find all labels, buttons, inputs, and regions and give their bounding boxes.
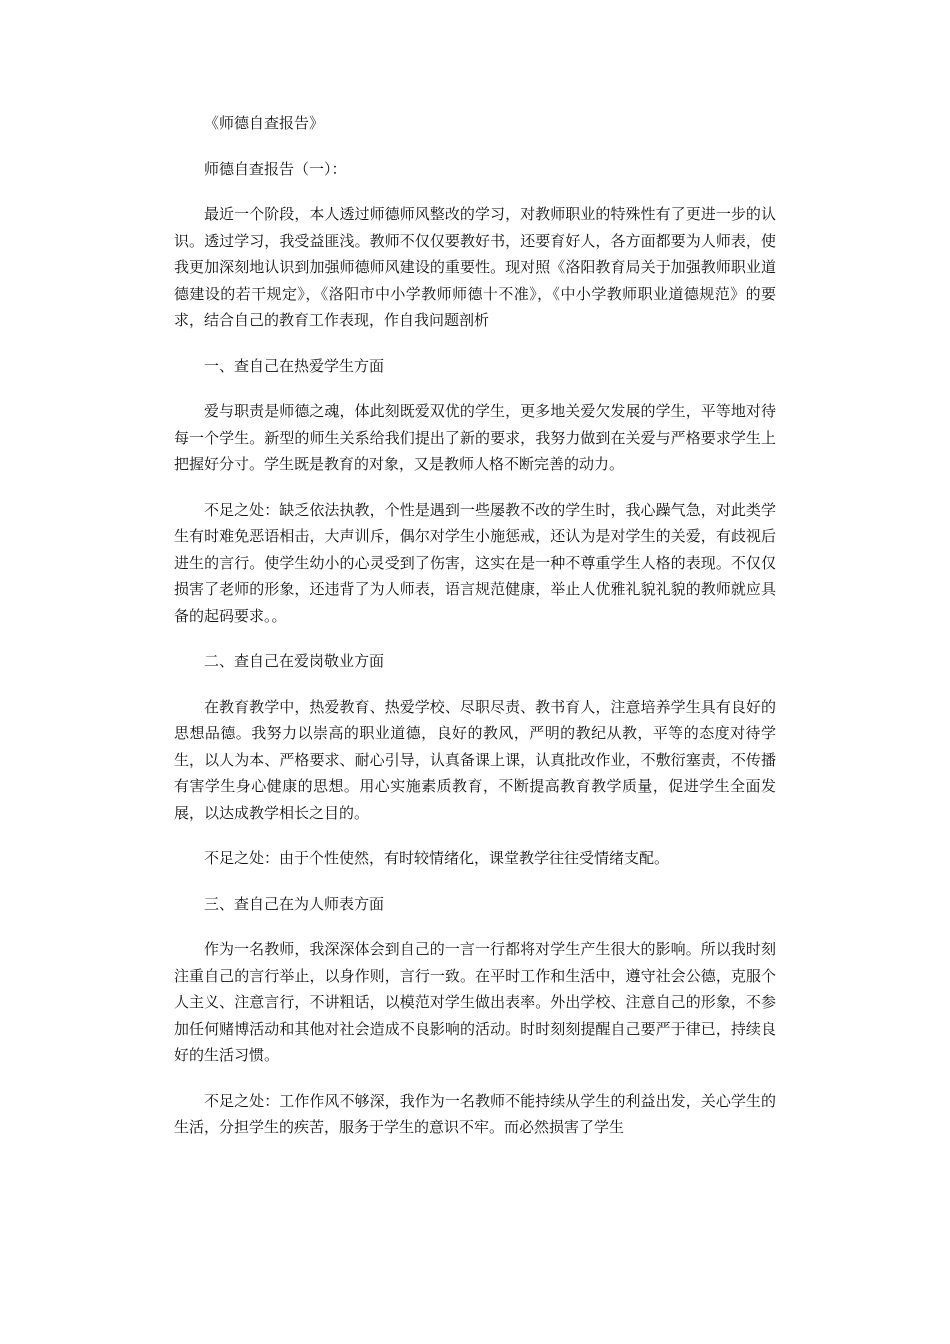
section-heading-1: 一、查自己在热爱学生方面 [204,356,385,375]
section-1-shortcomings: 不足之处：缺乏依法执教，个性是遇到一些屡教不改的学生时，我心躁气急，对此类学生有时难免恶语相击，大声训斥，偶尔对学生小施惩戒，还认为是对学生的关爱，有歧视后进生的言行。使学生幼小的心灵受到了伤害，这实在是一种不尊重学生人格的表现。不仅仅损害了老师的形象，还违背了为人师表，语言规范健康，举止人优雅礼貌礼貌的教师就应具备的起码要求。。 [174,500,776,625]
intro-paragraph: 最近一个阶段，本人透过师德师风整改的学习，对教师职业的特殊性有了更进一步的认识。透过学习，我受益匪浅。教师不仅仅要教好书，还要育好人，各方面都要为人师表，使我更加深刻地认识到加强师德师风建设的重要性。现对照《洛阳教育局关于加强教师职业道德建设的若干规定》，《洛阳市中小学教师师德十不准》，《中小学教师职业道德规范》的要求，结合自己的教育工作表现，作自我问题剖析 [174,205,776,329]
section-heading-2: 二、查自己在爱岗敬业方面 [204,652,385,670]
section-heading-3: 三、查自己在为人师表方面 [204,894,385,913]
document-subtitle: 师德自查报告（一）： [204,159,347,178]
document-body [174,110,776,1160]
section-3-paragraph: 作为一名教师，我深深体会到自己的一言一行都将对学生产生很大的影响。所以我时刻注重自己的言行举止，以身作则，言行一致。在平时工作和生活中，遵守社会公德，克服个人主义、注意言行，不讲粗话，以模范对学生做出表率。外出学校、注意自己的形象，不参加任何赌博活动和其他对社会造成不良影响的活动。时时刻刻提醒自己要严于律已，持续良好的生活习惯。 [174,940,776,1064]
section-1-paragraph: 爱与职责是师德之魂，体此刻既爱双优的学生，更多地关爱欠发展的学生，平等地对待每一个学生。新型的师生关系给我们提出了新的要求，我努力做到在关爱与严格要求学生上把握好分寸。学生既是教育的对象，又是教师人格不断完善的动力。 [174,402,776,473]
section-2-shortcomings: 不足之处：由于个性使然，有时较情绪化，课堂教学往往受情绪支配。 [204,849,670,867]
document-title: 《师德自查报告》 [204,114,325,132]
section-2-paragraph: 在教育教学中，热爱教育、热爱学校、尽职尽责、教书育人，注意培养学生具有良好的思想品德。我努力以崇高的职业道德，良好的教风，严明的教纪从教，平等的态度对待学生，以人为本、严格要求、耐心引导，认真备课上课，认真批改作业，不敷衍塞责，不传播有害学生身心健康的思想。用心实施素质教育，不断提高教育教学质量，促进学生全面发展，以达成教学相长之目的。 [174,697,776,822]
section-3-shortcomings: 不足之处：工作作风不够深，我作为一名教师不能持续从学生的利益出发，关心学生的生活，分担学生的疾苦，服务于学生的意识不牢。而必然损害了学生 [174,1091,776,1136]
